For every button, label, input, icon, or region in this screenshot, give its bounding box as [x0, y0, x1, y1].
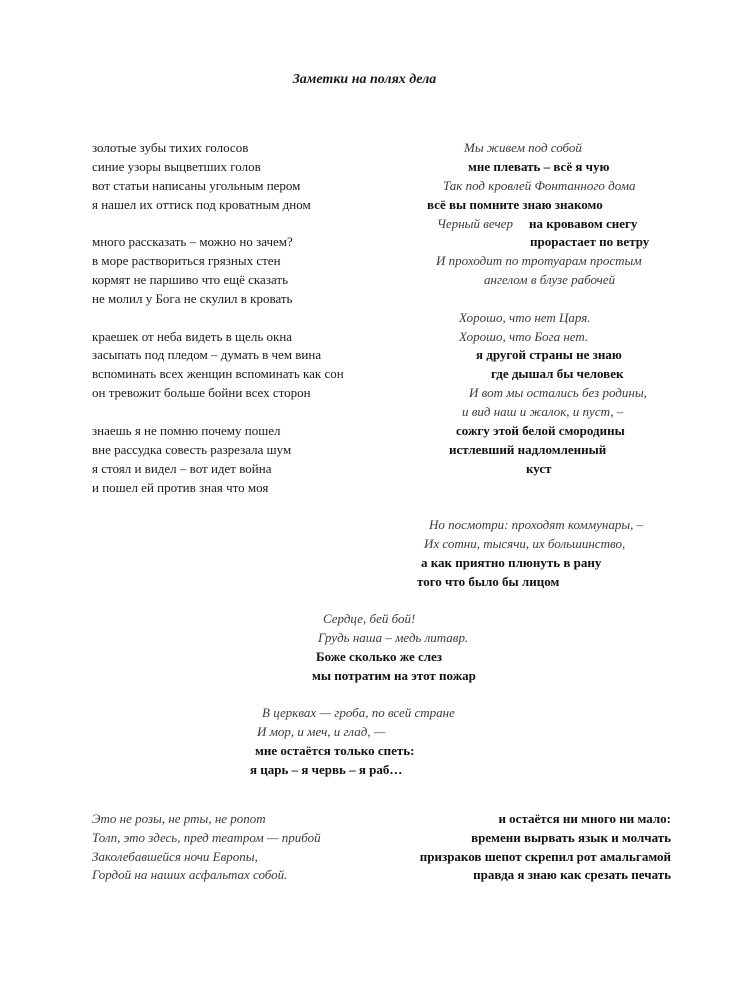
poem-line: я нашел их оттиск под кроватным дном [92, 197, 311, 212]
quote-line: Толп, это здесь, пред театром — прибой [92, 830, 321, 845]
poem-line: вспоминать всех женщин вспоминать как сон [92, 366, 344, 381]
poem-line: на кровавом снегу [529, 216, 638, 231]
poem-line: призраков шепот скрепил рот амальгамой [419, 849, 671, 864]
quote-line: И мор, и меч, и глад, — [257, 724, 386, 739]
poem-line: в море раствориться грязных стен [92, 253, 281, 268]
poem-line: я другой страны не знаю [476, 347, 622, 362]
poem-line: мне остаётся только спеть: [255, 743, 415, 758]
poem-line: а как приятно плюнуть в рану [421, 555, 602, 570]
poem-line: времени вырвать язык и молчать [471, 830, 671, 845]
poem-line: и остаётся ни много ни мало: [498, 811, 671, 826]
quote-line: Хорошо, что Бога нет. [459, 329, 589, 344]
quote-line: Черный вечер [437, 216, 513, 231]
poem-line: мы потратим на этот пожар [312, 668, 476, 683]
poem-line: мне плевать – всё я чую [468, 159, 610, 174]
quote-line: Гордой на наших асфальтах собой. [92, 867, 288, 882]
poem-line: где дышал бы человек [491, 366, 624, 381]
poem-line: всё вы помните знаю знакомо [427, 197, 603, 212]
quote-line: и вид наш и жалок, и пуст, – [462, 404, 624, 419]
poem-line: того что было бы лицом [417, 574, 560, 589]
poem-line: я царь – я червь – я раб… [250, 762, 403, 777]
quote-line: В церквах — гроба, по всей стране [262, 705, 455, 720]
quote-line: ангелом в блузе рабочей [484, 272, 616, 287]
quote-line: Хорошо, что нет Царя. [459, 310, 591, 325]
poem-line: прорастает по ветру [530, 234, 650, 249]
quote-line: Заколебавшейся ночи Европы, [92, 849, 258, 864]
poem-line: кормят не паршиво что ещё сказать [92, 272, 289, 287]
quote-line: Но посмотри: проходят коммунары, – [429, 517, 644, 532]
poem-line: Боже сколько же слез [316, 649, 443, 664]
poem-line: вот статьи написаны угольным пером [92, 178, 301, 193]
poem-line: много рассказать – можно но зачем? [92, 234, 293, 249]
poem-line: сожгу этой белой смородины [456, 423, 625, 438]
poem-line: знаешь я не помню почему пошел [92, 423, 281, 438]
quote-line: И проходит по тротуарам простым [436, 253, 642, 268]
poem-line: синие узоры выцветших голов [92, 159, 261, 174]
quote-line: И вот мы остались без родины, [469, 385, 647, 400]
poem-line: засыпать под пледом – думать в чем вина [92, 347, 322, 362]
poem-line: вне рассудка совесть разрезала шум [92, 442, 292, 457]
quote-line: Грудь наша – медь литавр. [318, 630, 469, 645]
quote-line: Это не розы, не рты, не ропот [92, 811, 266, 826]
page-title: Заметки на полях дела [292, 72, 437, 87]
quote-line: Их сотни, тысячи, их большинство, [424, 536, 626, 551]
quote-line: Сердце, бей бой! [323, 611, 416, 626]
quote-line: Мы живем под собой [464, 140, 582, 155]
poem-line: куст [526, 461, 552, 476]
poem-line: я стоял и видел – вот идет война [92, 461, 272, 476]
poem-line: золотые зубы тихих голосов [92, 140, 249, 155]
quote-line: Так под кровлей Фонтанного дома [443, 178, 636, 193]
poem-line: не молил у Бога не скулил в кровать [92, 291, 293, 306]
poem-line: он тревожит больше бойни всех сторон [92, 385, 311, 400]
poem-line: краешек от неба видеть в щель окна [92, 329, 293, 344]
poem-line: истлевший надломленный [449, 442, 607, 457]
poem-line: и пошел ей против зная что моя [92, 480, 269, 495]
poem-line: правда я знаю как срезать печать [473, 867, 671, 882]
